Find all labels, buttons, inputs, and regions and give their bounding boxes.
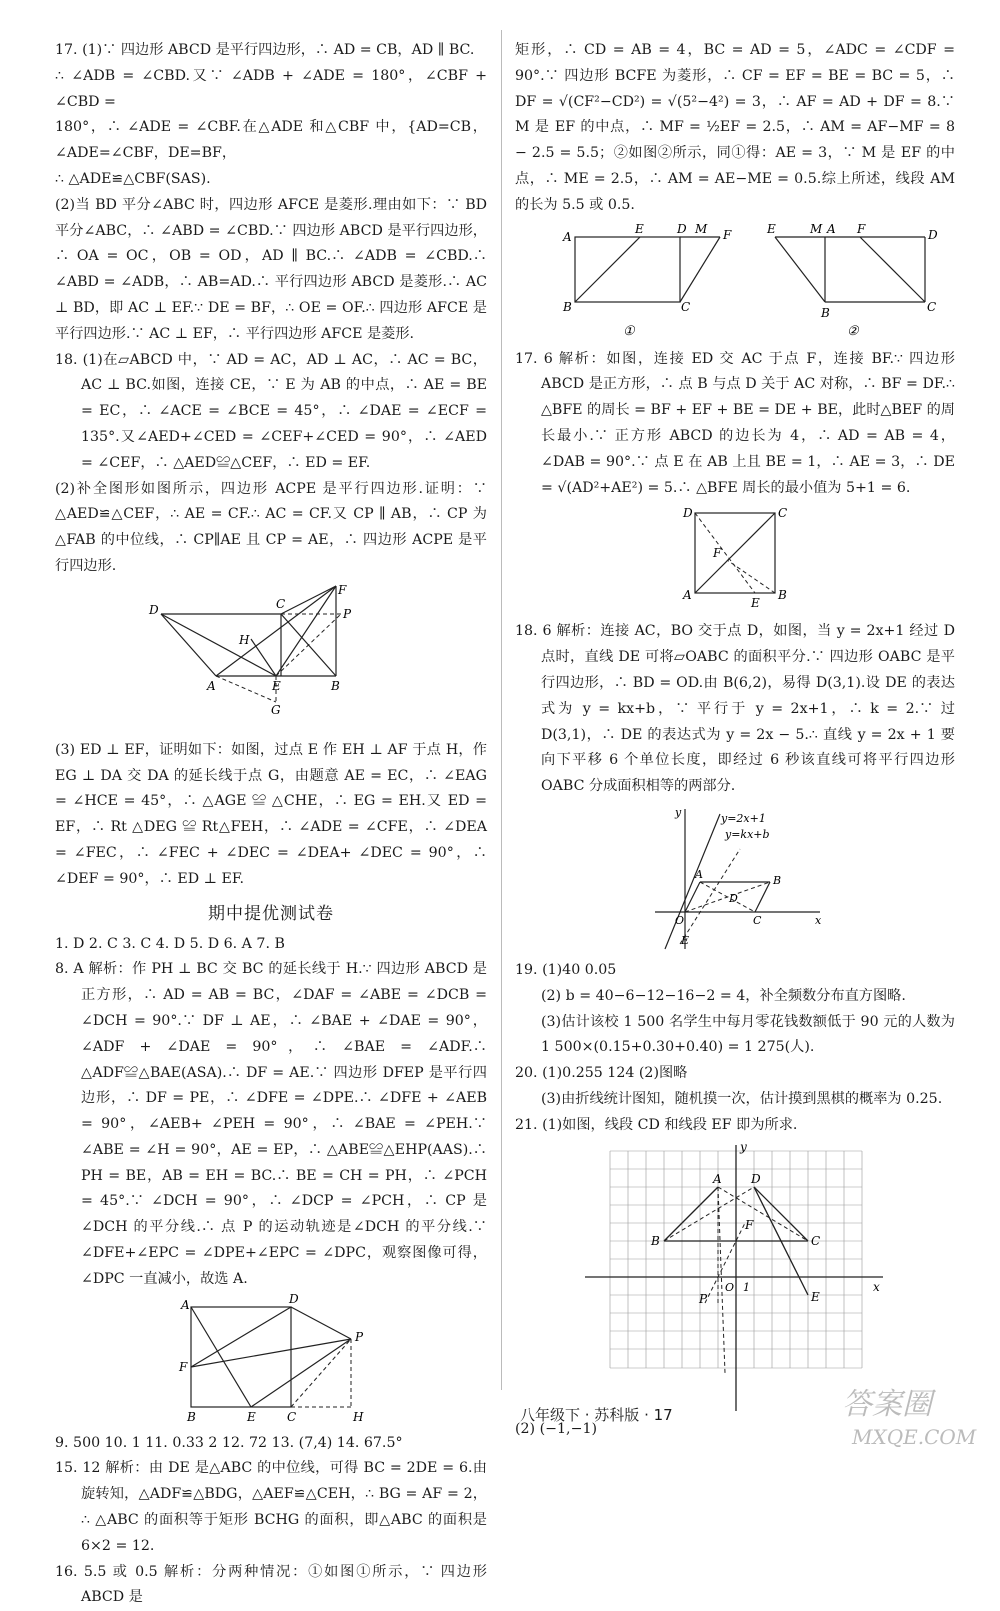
q18-solution: 18. 6 解析：连接 AC，BO 交于点 D，如图，当 y = 2x+1 经过 D 点时，直线 DE 可将▱OABC 的面积平分.∵ 四边形 OABC 是平行四边形，∴ BD = OD.由 B(6,2)，易得 D(3,1).设 DE 的表达式为 y = kx+b，∵ 平行于 y = 2x+1，∴ k = 2.∵ 过 D(3,1)，∴ DE 的表达式为 y = 2x − 5.∴ 直线 y = 2x + 1 要向下平移 6 个单位长度，即经过 6 秒该直线可将平行四边形 OABC 分成面积相等的两部分. bbox=[515, 623, 955, 795]
svg-text:y: y bbox=[675, 805, 682, 819]
svg-text:P: P bbox=[343, 606, 352, 621]
svg-text:M: M bbox=[695, 221, 708, 236]
svg-text:E: E bbox=[272, 678, 281, 693]
svg-text:E: E bbox=[751, 596, 760, 611]
q18-graph bbox=[645, 804, 825, 954]
watermark-logo bbox=[832, 1374, 982, 1454]
svg-text:H: H bbox=[353, 1409, 364, 1424]
svg-text:P: P bbox=[355, 1329, 364, 1344]
q21-part2: (2) (−1,−1) bbox=[515, 1420, 598, 1437]
svg-text:E: E bbox=[247, 1409, 256, 1424]
fig2-label: ② bbox=[847, 323, 859, 339]
svg-text:F: F bbox=[179, 1359, 188, 1374]
svg-text:C: C bbox=[287, 1409, 297, 1424]
svg-text:x: x bbox=[815, 913, 822, 927]
line1-label: y=2x+1 bbox=[721, 811, 766, 825]
svg-text:答案圈: 答案圈 bbox=[842, 1387, 932, 1422]
svg-text:E: E bbox=[681, 933, 690, 947]
q19-part1: 19. (1)40 0.05 bbox=[515, 961, 617, 978]
svg-text:F: F bbox=[338, 582, 347, 597]
svg-text:D: D bbox=[149, 602, 159, 617]
svg-text:B: B bbox=[563, 299, 572, 314]
svg-text:B: B bbox=[821, 305, 830, 320]
section-title: 期中提优测试卷 bbox=[208, 903, 334, 924]
svg-text:F: F bbox=[745, 1217, 754, 1232]
q15-solution: 15. 12 解析：由 DE 是△ABC 的中位线，可得 BC = 2DE = 6.由旋转知，△ADF≌△BDG，△AEF≌△CEH，∴ BG = AF = 2，∴ △ABC 的面积等于矩形 BCHG 的面积，即△ABC 的面积是 6×2 = 12. bbox=[55, 1460, 487, 1554]
svg-text:F: F bbox=[713, 546, 722, 561]
svg-text:D: D bbox=[751, 1171, 761, 1186]
q18-part1: 18. (1)在▱ABCD 中，∵ AD = AC，AD ⊥ AC，∴ AC = BC，AC ⊥ BC.如图，连接 CE，∵ E 为 AB 的中点，∴ AE = BE = EC，∴ ∠ACE = ∠BCE = 45°，∴ ∠DAE = ∠ECF = 135°.又∠AED+∠CED = ∠CEF+∠CED = 90°，∴ ∠AED = ∠CEF，∴ △AED≌△CEF，∴ ED = EF. bbox=[55, 351, 487, 471]
svg-text:O: O bbox=[725, 1280, 735, 1294]
answers-9-14: 9. 500 10. 1 11. 0.33 2 12. 72 13. (7,4) 14. 67.5° bbox=[55, 1434, 403, 1451]
svg-text:B: B bbox=[778, 588, 787, 603]
q17-solution: 17. 6 解析：如图，连接 ED 交 AC 于点 F，连接 BF.∵ 四边形 ABCD 是正方形，∴ 点 B 与点 D 关于 AC 对称，∴ BF = DF.∴ △BFE 的周长 = BF + EF + BE = DE + BE，此时△BEF 的周长最小.∵ 正方形 ABCD 的边长为 4，∴ AD = AB = 4，∠DAB = 90°.∵ 点 E 在 AB 上且 BE = 1，∴ AE = 3，∴ DE = √(AD²+AE²) = 5.∴ △BFE 周长的最小值为 5+1 = 6. bbox=[515, 350, 955, 496]
q18-figure bbox=[141, 584, 401, 734]
svg-text:C: C bbox=[778, 506, 788, 521]
svg-text:D: D bbox=[928, 227, 938, 242]
svg-text:D: D bbox=[729, 891, 738, 905]
q18-part2: (2)补全图形如图所示，四边形 ACPE 是平行四边形.证明：∵ △AED≌△CEF，∴ AE = CF.∴ AC = CF.又 CP ∥ AB，∴ CP 为△FAB 的中位线，∴ CP∥AE 且 CP = AE，∴ 四边形 ACPE 是平行四边形. bbox=[55, 480, 487, 574]
svg-text:y: y bbox=[740, 1139, 747, 1154]
svg-text:F: F bbox=[723, 227, 732, 242]
q17-line4: ∴ △ADE≌△CBF(SAS). bbox=[55, 170, 211, 187]
svg-text:B: B bbox=[773, 873, 782, 887]
svg-text:B: B bbox=[187, 1409, 196, 1424]
svg-text:E: E bbox=[811, 1289, 820, 1304]
svg-text:B: B bbox=[651, 1233, 660, 1248]
q16-figures bbox=[535, 221, 938, 343]
svg-text:B: B bbox=[331, 678, 340, 693]
q20-part2: (3)由折线统计图知，随机摸一次，估计摸到黑棋的概率为 0.25. bbox=[541, 1090, 943, 1107]
q16-continued: 矩形，∴ CD = AB = 4，BC = AD = 5，∠ADC = ∠CDF = 90°.∵ 四边形 BCFE 为菱形，∴ CF = EF = BE = BC = 5，∴ DF = √(CF²−CD²) = √(5²−4²) = 3，∴ AF = AD + DF = 8.∵ M 是 EF 的中点，∴ MF = ½EF = 2.5，∴ AM = AF−MF = 8 − 2.5 = 5.5；②如图②所示，同①得：AE = 3，∵ M 是 EF 的中点，∴ ME = 2.5，∴ AM = AE−ME = 0.5.综上所述，线段 AM 的长为 5.5 或 0.5. bbox=[515, 42, 955, 213]
svg-text:H: H bbox=[239, 632, 250, 647]
svg-text:E: E bbox=[767, 221, 776, 236]
svg-text:A: A bbox=[683, 588, 692, 603]
svg-text:M: M bbox=[810, 221, 823, 236]
q17-figure bbox=[675, 505, 795, 615]
svg-text:D: D bbox=[289, 1291, 299, 1306]
svg-text:A: A bbox=[695, 867, 703, 881]
q17-line1: 17. (1)∵ 四边形 ABCD 是平行四边形，∴ AD = CB，AD ∥ BC. bbox=[55, 42, 475, 58]
line2-label: y=kx+b bbox=[725, 827, 770, 841]
svg-text:C: C bbox=[753, 913, 762, 927]
svg-text:P: P bbox=[699, 1291, 708, 1306]
q17-line3: 180°，∴ ∠ADE = ∠CBF.在△ADE 和△CBF 中，{AD=CB，∠ADE=∠CBF，DE=BF， bbox=[55, 119, 487, 162]
q8-figure bbox=[171, 1291, 371, 1427]
q19-part2: (2) b = 40−6−12−16−2 = 4，补全频数分布直方图略. bbox=[541, 987, 906, 1004]
svg-text:A: A bbox=[827, 221, 836, 236]
answers-1-7: 1. D 2. C 3. C 4. D 5. D 6. A 7. B bbox=[55, 935, 285, 952]
svg-text:D: D bbox=[683, 506, 693, 521]
q17-line2: ∴ ∠ADB = ∠CBD.又∵ ∠ADB + ∠ADE = 180°，∠CBF + ∠CBD = bbox=[55, 67, 487, 110]
svg-text:O: O bbox=[675, 913, 685, 927]
svg-text:C: C bbox=[681, 299, 691, 314]
q21-part1: 21. (1)如图，线段 CD 和线段 EF 即为所求. bbox=[515, 1116, 798, 1133]
q19-part3: (3)估计该校 1 500 名学生中每月零花钱数额低于 90 元的人数为 1 500×(0.15+0.30+0.40) = 1 275(人). bbox=[541, 1013, 955, 1056]
svg-text:x: x bbox=[873, 1279, 880, 1294]
right-column bbox=[515, 38, 955, 1442]
q16-solution: 16. 5.5 或 0.5 解析：分两种情况：①如图①所示，∵ 四边形 ABCD 是 bbox=[55, 1563, 487, 1606]
q20-part1: 20. (1)0.255 124 (2)图略 bbox=[515, 1065, 688, 1082]
q17-part2: (2)当 BD 平分∠ABC 时，四边形 AFCE 是菱形.理由如下：∵ BD 平分∠ABC，∴ ∠ABD = ∠CBD.∵ 四边形 ABCD 是平行四边形，∴ OA = OC，OB = OD，AD ∥ BC.∴ ∠ADB = ∠CBD.∴ ∠ABD = ∠ADB，∴ AB=AD.∴ 平行四边形 ABCD 是菱形.∴ AC ⊥ BD，即 AC ⊥ EF.∵ DE = BF，∴ OE = OF.∴ 四边形 AFCE 是平行四边形.∵ AC ⊥ EF，∴ 平行四边形 AFCE 是菱形. bbox=[55, 196, 487, 342]
svg-text:MXQE.COM: MXQE.COM bbox=[852, 1425, 977, 1449]
svg-text:A: A bbox=[713, 1171, 722, 1186]
svg-text:C: C bbox=[811, 1233, 821, 1248]
svg-text:1: 1 bbox=[743, 1280, 750, 1294]
left-column bbox=[55, 38, 487, 1611]
column-divider bbox=[501, 30, 502, 1390]
q21-grid-figure bbox=[585, 1139, 885, 1413]
svg-text:D: D bbox=[677, 221, 687, 236]
svg-text:A: A bbox=[207, 678, 216, 693]
svg-text:A: A bbox=[181, 1297, 190, 1312]
svg-text:F: F bbox=[857, 221, 866, 236]
page-footer: 八年级下 · 苏科版 · 17 bbox=[520, 1406, 673, 1424]
q18-part3: (3) ED ⊥ EF，证明如下：如图，过点 E 作 EH ⊥ AF 于点 H，作 EG ⊥ DA 交 DA 的延长线于点 G，由题意 AE = EC，∴ ∠EAG = ∠HCE = 45°，∴ △AGE ≌ △CHE，∴ EG = EH.又 ED = EF，∴ Rt △DEG ≌ Rt△FEH，∴ ∠ADE = ∠CFE，∴ ∠DEA = ∠FEC，∴ ∠FEC + ∠DEC = ∠DEA+ ∠DEC = 90°，∴ ∠DEF = 90°，∴ ED ⊥ EF. bbox=[55, 741, 487, 887]
svg-text:G: G bbox=[271, 702, 281, 717]
svg-text:C: C bbox=[927, 299, 937, 314]
fig1-label: ① bbox=[623, 323, 635, 339]
svg-text:E: E bbox=[635, 221, 644, 236]
svg-text:A: A bbox=[563, 229, 572, 244]
svg-text:C: C bbox=[276, 596, 286, 611]
q8-solution: 8. A 解析：作 PH ⊥ BC 交 BC 的延长线于 H.∵ 四边形 ABCD 是正方形，∴ AD = AB = BC，∠DAF = ∠ABE = ∠DCB = ∠DCH = 90°.∵ DF ⊥ AE，∴ ∠BAE + ∠DAE = 90°，∠ADF + ∠DAE = 90°，∴ ∠BAE = ∠ADF.∴ △ADF≌△BAE(ASA).∴ DF = AE.∵ 四边形 DFEP 是平行四边形，∴ DF = PE，∴ ∠DFE = ∠DPE.∴ ∠DFE + ∠AEB = 90°，∠AEB+ ∠PEH = 90°，∴ ∠BAE = ∠PEH.∵ ∠ABE = ∠H = 90°，AE = EP，∴ △ABE≌△EHP(AAS).∴ PH = BE，AB = EH = BC.∴ BE = CH = PH，∴ ∠PCH = 45°.∵ ∠DCH = 90°，∴ ∠DCP = ∠PCH，∴ CP 是∠DCH 的平分线.∴ 点 P 的运动轨迹是∠DCH 的平分线.∵ ∠DFE+∠EPC = ∠DPE+∠EPC = ∠DPC，观察图像可得，∠DPC 一直减小，故选 A. bbox=[55, 961, 487, 1287]
